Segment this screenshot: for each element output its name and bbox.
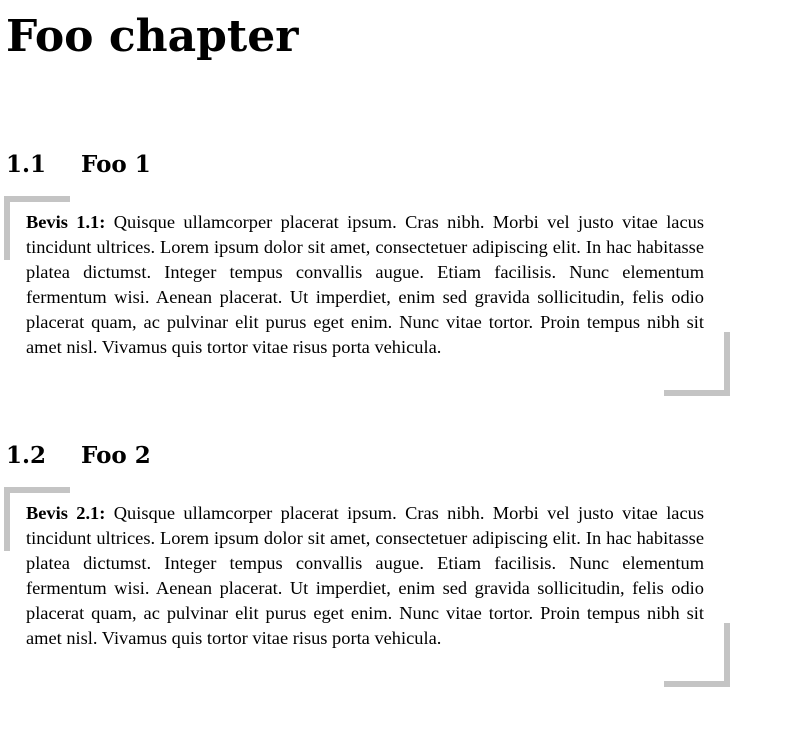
bracket-bottom-right [664,681,730,687]
proof-text [26,210,704,360]
bracket-top-left-stem [4,487,10,551]
bracket-bottom-right [664,390,730,396]
bracket-bottom-right-stem [724,332,730,396]
bracket-top-left [4,487,70,493]
section-heading-1-1 [6,150,151,180]
proof-label: Bevis 2.1: [26,503,106,523]
proof-body: Quisque ullamcorper placerat ipsum. Cras nibh. Morbi vel justo vitae lacus tincidunt ultrices. Lorem ipsum dolor sit amet, consectetuer adipiscing elit. In hac habitasse platea dictumst. Integer tempus convallis augue. Etiam facilisis. Nunc elementum fermentum wisi. Aenean placerat. Ut imperdiet, enim sed gravida sollicitudin, felis odio placerat quam, ac pulvinar elit purus eget enim. Nunc vitae tortor. Proin tempus nibh sit amet nisl. Vivamus quis tortor vitae risus porta vehicula. [26,503,704,648]
section-number: 1.1 [6,151,47,178]
proof-label: Bevis 1.1: [26,212,106,232]
section-title: Foo 2 [81,442,151,469]
section-number: 1.2 [6,442,47,469]
proof-block-1-2 [4,487,730,687]
proof-block-1-1 [4,196,730,396]
bracket-top-left-stem [4,196,10,260]
section-title: Foo 1 [81,151,151,178]
chapter-title: Foo chapter [6,11,299,62]
bracket-bottom-right-stem [724,623,730,687]
proof-text [26,501,704,651]
section-heading-1-2 [6,441,151,471]
proof-body: Quisque ullamcorper placerat ipsum. Cras nibh. Morbi vel justo vitae lacus tincidunt ultrices. Lorem ipsum dolor sit amet, consectetuer adipiscing elit. In hac habitasse platea dictumst. Integer tempus convallis augue. Etiam facilisis. Nunc elementum fermentum wisi. Aenean placerat. Ut imperdiet, enim sed gravida sollicitudin, felis odio placerat quam, ac pulvinar elit purus eget enim. Nunc vitae tortor. Proin tempus nibh sit amet nisl. Vivamus quis tortor vitae risus porta vehicula. [26,212,704,357]
bracket-top-left [4,196,70,202]
